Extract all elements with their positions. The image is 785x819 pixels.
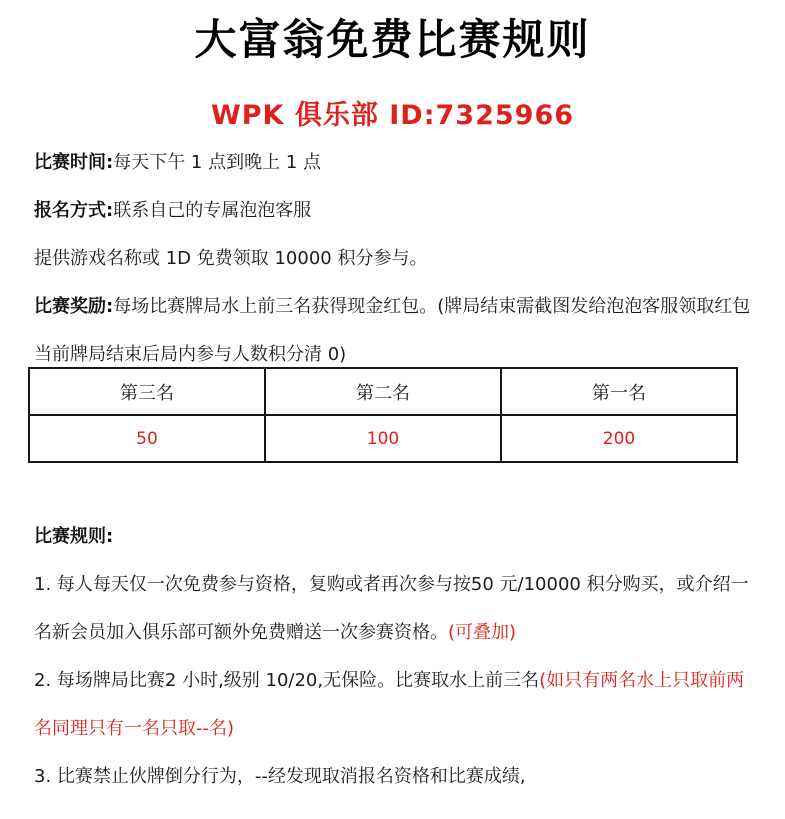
rule-1-line-2 <box>0 609 785 657</box>
rules-heading-label: 比赛规则: <box>34 526 114 547</box>
prize-table <box>28 367 738 463</box>
page-title: 大富翁免费比赛规则 <box>194 15 591 64</box>
prize-table-value-row <box>29 415 737 462</box>
prize-header-first-place: 第一名 <box>501 368 737 415</box>
prize-header-third-place: 第三名 <box>29 368 265 415</box>
match-time-text: 每天下午 1 点到晚上 1 点 <box>113 152 321 173</box>
club-id-subtitle: WPK 俱乐部 ID:7325966 <box>210 100 575 131</box>
rule-3 <box>0 753 785 801</box>
rule-2-winner-note-end: 名同理只有一名只取--名) <box>34 718 235 739</box>
rule-3-text: 3. 比赛禁止伙牌倒分行为，--经发现取消报名资格和比赛成绩, <box>34 766 526 787</box>
rule-1-line-1-text: 1. 每人每天仅一次免费参与资格，复购或者再次参与按50 元/10000 积分购买，或介绍一 <box>34 574 749 595</box>
paragraph-signup-method <box>0 187 785 235</box>
document-body <box>0 139 785 801</box>
match-time-label: 比赛时间: <box>34 152 114 173</box>
rules-heading <box>0 513 785 561</box>
signup-method-text: 联系自己的专属泡泡客服 <box>113 200 312 221</box>
paragraph-reward <box>0 283 785 331</box>
paragraph-match-time <box>0 139 785 187</box>
rule-1-line-1 <box>0 561 785 609</box>
rule-1-line-2-text: 名新会员加入俱乐部可额外免费赠送一次参赛资格。 <box>34 622 448 643</box>
rule-1-stackable-note: (可叠加) <box>448 622 517 643</box>
rule-2-line-1-text: 2. 每场牌局比赛2 小时,级别 10/20,无保险。比赛取水上前三名 <box>34 670 540 691</box>
points-info-text: 提供游戏名称或 1D 免费领取 10000 积分参与。 <box>34 248 428 269</box>
prize-value-second-place: 100 <box>265 415 501 462</box>
paragraph-points-info <box>0 235 785 283</box>
reward-label: 比赛奖励: <box>34 296 114 317</box>
reward-continued-text: 当前牌局结束后局内参与人数积分清 0) <box>34 344 347 365</box>
prize-value-first-place: 200 <box>501 415 737 462</box>
prize-header-second-place: 第二名 <box>265 368 501 415</box>
reward-text: 每场比赛牌局水上前三名获得现金红包。(牌局结束需截图发给泡泡客服领取红包 <box>113 296 751 317</box>
prize-value-third-place: 50 <box>29 415 265 462</box>
rule-2-winner-note-start: (如只有两名水上只取前两 <box>539 670 745 691</box>
rule-2-line-2 <box>0 705 785 753</box>
rule-2-line-1 <box>0 657 785 705</box>
signup-method-label: 报名方式: <box>34 200 114 221</box>
